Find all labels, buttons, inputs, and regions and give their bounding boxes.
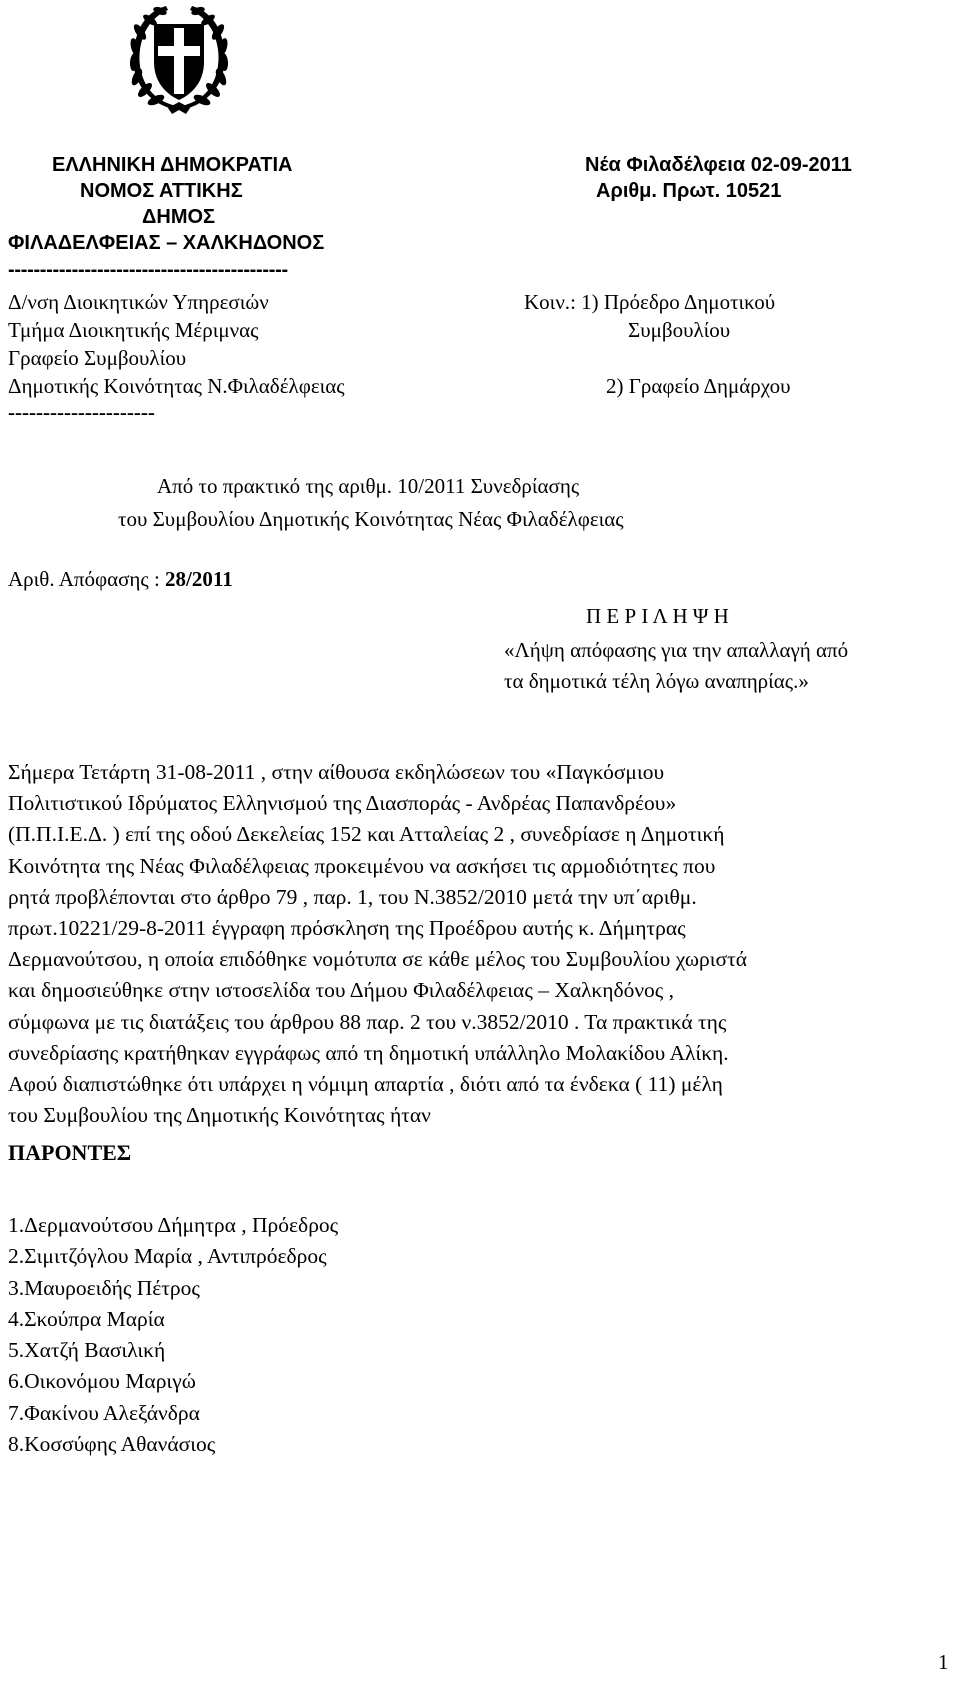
body-line: Δερμανούτσου, η οποία επιδόθηκε νομότυπα σε κάθε μέλος του Συμβουλίου χωριστά (8, 947, 747, 972)
body-line: Αφού διαπιστώθηκε ότι υπάρχει η νόμιμη απαρτία , διότι από τα ένδεκα ( 11) μέλη (8, 1071, 723, 1096)
cc-prefix: Κοιν. (524, 290, 571, 314)
body-line: Κοινότητα της Νέας Φιλαδέλφειας προκειμένου να ασκήσει τις αρμοδιότητες που (8, 853, 716, 878)
department-community: Δημοτικής Κοινότητας Ν.Φιλαδέλφειας (8, 374, 345, 398)
list-item: 5.Χατζή Βασιλική (8, 1338, 166, 1363)
body-line: ρητά προβλέπονται στο άρθρο 79 , παρ. 1, του Ν.3852/2010 μετά την υπ΄αριθμ. (8, 884, 697, 909)
cc-label (524, 290, 775, 315)
department-section: Τμήμα Διοικητικής Μέριμνας (8, 318, 259, 342)
present-members-list (8, 1210, 338, 1460)
decision-number (8, 567, 233, 592)
list-item: 3.Μαυροειδής Πέτρος (8, 1275, 200, 1300)
list-item: 1.Δερμανούτσου Δήμητρα , Πρόεδρος (8, 1213, 339, 1237)
cc-recipient-1: : 1) Πρόεδρο Δημοτικού (570, 290, 776, 314)
protocol-number: Αριθμ. Πρωτ. 10521 (596, 180, 782, 202)
list-item: 6.Οικονόμου Μαριγώ (8, 1369, 196, 1394)
decision-value: 28/2011 (165, 567, 233, 591)
cc-recipient-1-cont: Συμβουλίου (628, 318, 731, 342)
department-separator: --------------------- (8, 400, 155, 424)
department-directorate: Δ/νση Διοικητικών Υπηρεσιών (8, 290, 269, 314)
list-item: 7.Φακίνου Αλεξάνδρα (8, 1400, 200, 1425)
document-date: Νέα Φιλαδέλφεια 02-09-2011 (585, 154, 852, 176)
header-municipality-label: ΔΗΜΟΣ (142, 206, 216, 228)
list-item: 4.Σκούπρα Μαρία (8, 1306, 165, 1331)
body-paragraph (8, 757, 747, 1131)
body-line: (Π.Π.Ι.Ε.Δ. ) επί της οδού Δεκελείας 152 και Ατταλείας 2 , συνεδρίασε η Δημοτική (8, 822, 725, 847)
body-line: Σήμερα Τετάρτη 31-08-2011 , στην αίθουσα εκδηλώσεων του «Παγκόσμιου (8, 760, 665, 784)
list-item: 2.Σιμιτζόγλου Μαρία , Αντιπρόεδρος (8, 1244, 327, 1269)
header-separator: -------------------------------------------- (8, 259, 288, 281)
body-line: συνεδρίασης κρατήθηκαν εγγράφως από τη δημοτική υπάλληλο Μολακίδου Αλίκη. (8, 1040, 729, 1065)
header-republic: ΕΛΛΗΝΙΚΗ ΔΗΜΟΚΡΑΤΙΑ (52, 154, 293, 176)
minutes-line-2: του Συμβουλίου Δημοτικής Κοινότητας Νέας Φιλαδέλφειας (118, 507, 624, 531)
body-line: σύμφωνα με τις διατάξεις του άρθρου 88 παρ. 2 του ν.3852/2010 . Τα πρακτικά της (8, 1009, 727, 1034)
header-municipality-name: ΦΙΛΑΔΕΛΦΕΙΑΣ – ΧΑΛΚΗΔΟΝΟΣ (8, 232, 325, 254)
cc-recipient-2: 2) Γραφείο Δημάρχου (606, 374, 791, 398)
body-line: πρωτ.10221/29-8-2011 έγγραφη πρόσκληση της Προέδρου αυτής κ. Δήμητρας (8, 915, 686, 940)
body-line: του Συμβουλίου της Δημοτικής Κοινότητας ήταν (8, 1103, 431, 1128)
page-number: 1 (938, 1650, 949, 1674)
list-item: 8.Κοσσύφης Αθανάσιος (8, 1432, 216, 1457)
greek-state-emblem-icon (128, 2, 230, 116)
present-heading: ΠΑΡΟΝΤΕΣ (8, 1140, 132, 1165)
summary-title: Π Ε Ρ Ι Λ Η Ψ Η (586, 604, 729, 628)
body-line: και δημοσιεύθηκε στην ιστοσελίδα του Δήμου Φιλαδέλφειας – Χαλκηδόνος , (8, 978, 675, 1003)
decision-label: Αριθ. Απόφασης : (8, 567, 166, 591)
minutes-line-1: Από το πρακτικό της αριθμ. 10/2011 Συνεδρίασης (157, 474, 580, 498)
summary-line-2: τα δημοτικά τέλη λόγω αναπηρίας.» (504, 669, 809, 693)
department-office: Γραφείο Συμβουλίου (8, 346, 187, 370)
header-prefecture: ΝΟΜΟΣ ΑΤΤΙΚΗΣ (80, 180, 243, 202)
summary-line-1: «Λήψη απόφασης για την απαλλαγή από (504, 638, 849, 662)
body-line: Πολιτιστικού Ιδρύματος Ελληνισμού της Διασποράς - Ανδρέας Παπανδρέου» (8, 791, 677, 816)
